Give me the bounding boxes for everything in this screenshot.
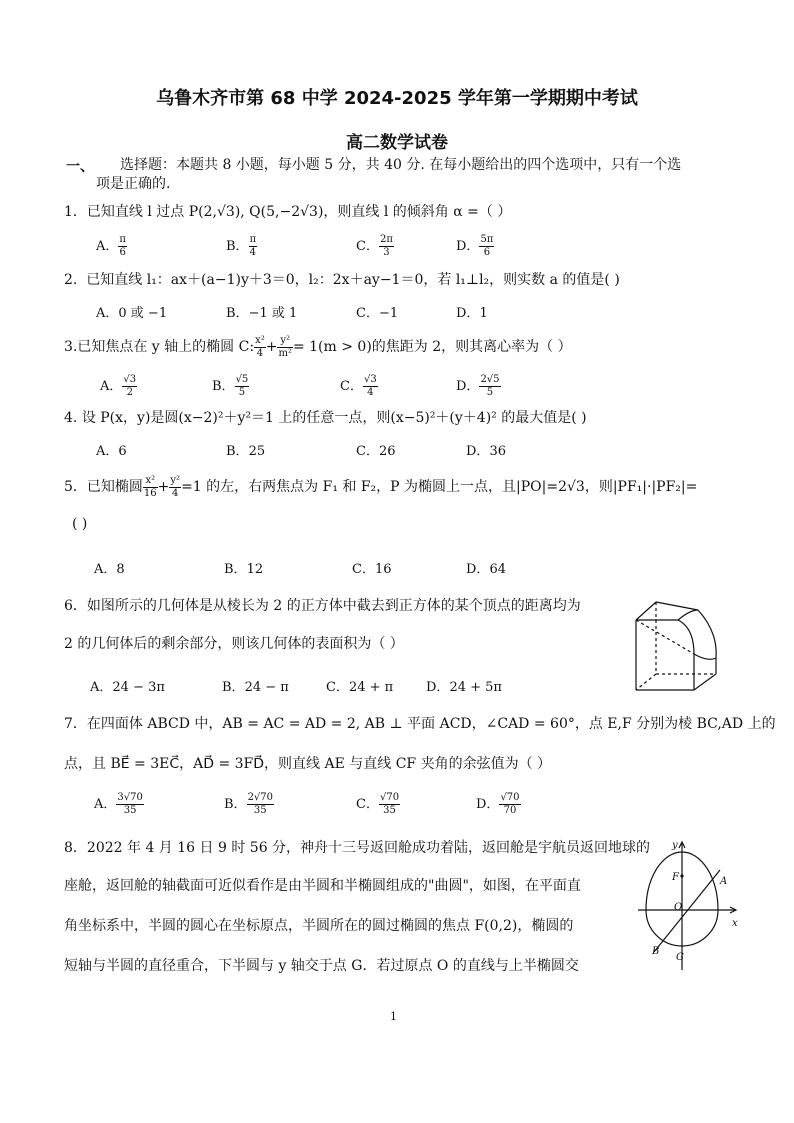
option-a: A． $\frac{3√70}{35}$ bbox=[94, 792, 143, 816]
option-b: B． $\frac{√5}{5}$ bbox=[212, 374, 249, 398]
section-number: 一、 bbox=[66, 159, 94, 175]
option-b: B． $\frac{\pi}{4}$ bbox=[226, 234, 257, 258]
option-b: B．25 bbox=[226, 444, 266, 459]
option-b: B．24 − π bbox=[222, 680, 289, 695]
option-c: C． $\frac{√70}{35}$ bbox=[356, 792, 400, 816]
label-A: A bbox=[720, 876, 728, 887]
question-3: 3.已知焦点在 y 轴上的椭圆 C: $\frac{\text{x²}}{4}$ + $\frac{\text{y²}}{\text{m²}}$ = 1(m > 0)的焦距为 2，则其离心率为（ ） bbox=[64, 334, 572, 359]
label-O: O bbox=[674, 902, 683, 913]
page-number: 1 bbox=[390, 1010, 397, 1023]
question-7-line1: 7．在四面体 ABCD 中，AB = AC = AD = 2, AB ⊥ 平面 ACD，∠CAD = 60°，点 E,F 分别为棱 BC,AD 上的 bbox=[64, 716, 776, 732]
option-d: D． $\frac{2√5}{5}$ bbox=[456, 374, 500, 398]
label-F: F bbox=[672, 872, 679, 883]
option-a: A． $\frac{\pi}{6}$ bbox=[96, 234, 126, 258]
curved-circle-figure bbox=[628, 834, 744, 974]
option-a: A．24 − 3π bbox=[90, 680, 165, 695]
option-c: C．24 + π bbox=[326, 680, 394, 695]
label-x: x bbox=[732, 918, 738, 929]
option-c: C．−1 bbox=[356, 306, 399, 321]
option-b: B．−1 或 1 bbox=[226, 306, 298, 321]
option-d: D． $\frac{5\pi}{6}$ bbox=[456, 234, 494, 258]
option-a: A． $\frac{√3}{2}$ bbox=[100, 374, 137, 398]
question-8-line3: 角坐标系中，半圆的圆心在坐标原点，半圆所在的圆过椭圆的焦点 F(0,2)，椭圆的 bbox=[64, 918, 574, 934]
option-d: D． $\frac{√70}{70}$ bbox=[476, 792, 520, 816]
option-b: B．12 bbox=[224, 562, 264, 577]
label-B: B bbox=[652, 946, 660, 957]
question-6-line2: 2 的几何体后的剩余部分，则该几何体的表面积为（ ） bbox=[64, 636, 404, 652]
question-text: 已知直线 l₁：ax＋(a−1)y＋3＝0，l₂：2x＋ay−1＝0，若 l₁⊥l₂，则实数 a 的值是( ) bbox=[86, 272, 620, 288]
option-c: C．16 bbox=[352, 562, 392, 577]
question-6-line1: 6．如图所示的几何体是从棱长为 2 的正方体中截去到正方体的某个顶点的距离均为 bbox=[64, 598, 581, 614]
option-d: D．1 bbox=[456, 306, 488, 321]
option-d: D．24 + 5π bbox=[426, 680, 502, 695]
question-1 bbox=[64, 202, 511, 222]
question-2 bbox=[64, 270, 620, 290]
question-number: 2. bbox=[64, 272, 78, 288]
paper-title: 高二数学试卷 bbox=[346, 133, 448, 153]
question-5-paren: ( ) bbox=[72, 516, 88, 532]
question-7-line2: 点，且 BE⃗ = 3EC⃗，AD⃗ = 3FD⃗，则直线 AE 与直线 CF 夹角的余弦值为（ ） bbox=[64, 756, 552, 772]
option-c: C．26 bbox=[356, 444, 396, 459]
section-instruction-line1: 选择题：本题共 8 小题，每小题 5 分，共 40 分. 在每小题给出的四个选项中，只有一个选 bbox=[120, 157, 682, 173]
section-instruction-line2: 项是正确的. bbox=[96, 176, 171, 192]
label-G: G bbox=[676, 952, 684, 963]
option-a: A．6 bbox=[96, 444, 127, 459]
option-d: D．64 bbox=[466, 562, 506, 577]
question-number: 1 bbox=[64, 204, 73, 220]
school-title: 乌鲁木齐市第 68 中学 2024-2025 学年第一学期期中考试 bbox=[156, 88, 638, 109]
question-5: 5．已知椭圆 $\frac{\text{x²}}{16}$ + $\frac{\text{y²}}{4}$ =1 的左，右两焦点为 F₁ 和 F₂，P 为椭圆上一点，且|PO|=2√3，则|PF₁|·|PF₂|= bbox=[64, 474, 698, 499]
option-c: C． $\frac{2\pi}{3}$ bbox=[356, 234, 393, 258]
question-4: 4. 设 P(x，y)是圆(x−2)²＋y²＝1 上的任意一点，则(x−5)²＋(y＋4)² 的最大值是( ) bbox=[64, 410, 587, 426]
option-b: B． $\frac{2√70}{35}$ bbox=[224, 792, 274, 816]
question-text: ．已知直线 l 过点 P(2,√3), Q(5,−2√3)，则直线 l 的倾斜角 α =（ ） bbox=[72, 204, 512, 220]
option-a: A．8 bbox=[94, 562, 125, 577]
option-c: C． $\frac{√3}{4}$ bbox=[340, 374, 377, 398]
option-d: D．36 bbox=[466, 444, 506, 459]
question-8-line1: 8．2022 年 4 月 16 日 9 时 56 分，神舟十三号返回舱成功着陆，返回舱是宇航员返回地球的 bbox=[64, 840, 651, 856]
question-8-line2: 座舱，返回舱的轴截面可近似看作是由半圆和半椭圆组成的"曲圆"，如图，在平面直 bbox=[64, 878, 581, 894]
option-a: A．0 或 −1 bbox=[96, 306, 168, 321]
cube-figure bbox=[632, 598, 732, 698]
question-8-line4: 短轴与半圆的直径重合，下半圆与 y 轴交于点 G．若过原点 O 的直线与上半椭圆交 bbox=[64, 958, 579, 974]
label-y: y bbox=[672, 840, 678, 851]
